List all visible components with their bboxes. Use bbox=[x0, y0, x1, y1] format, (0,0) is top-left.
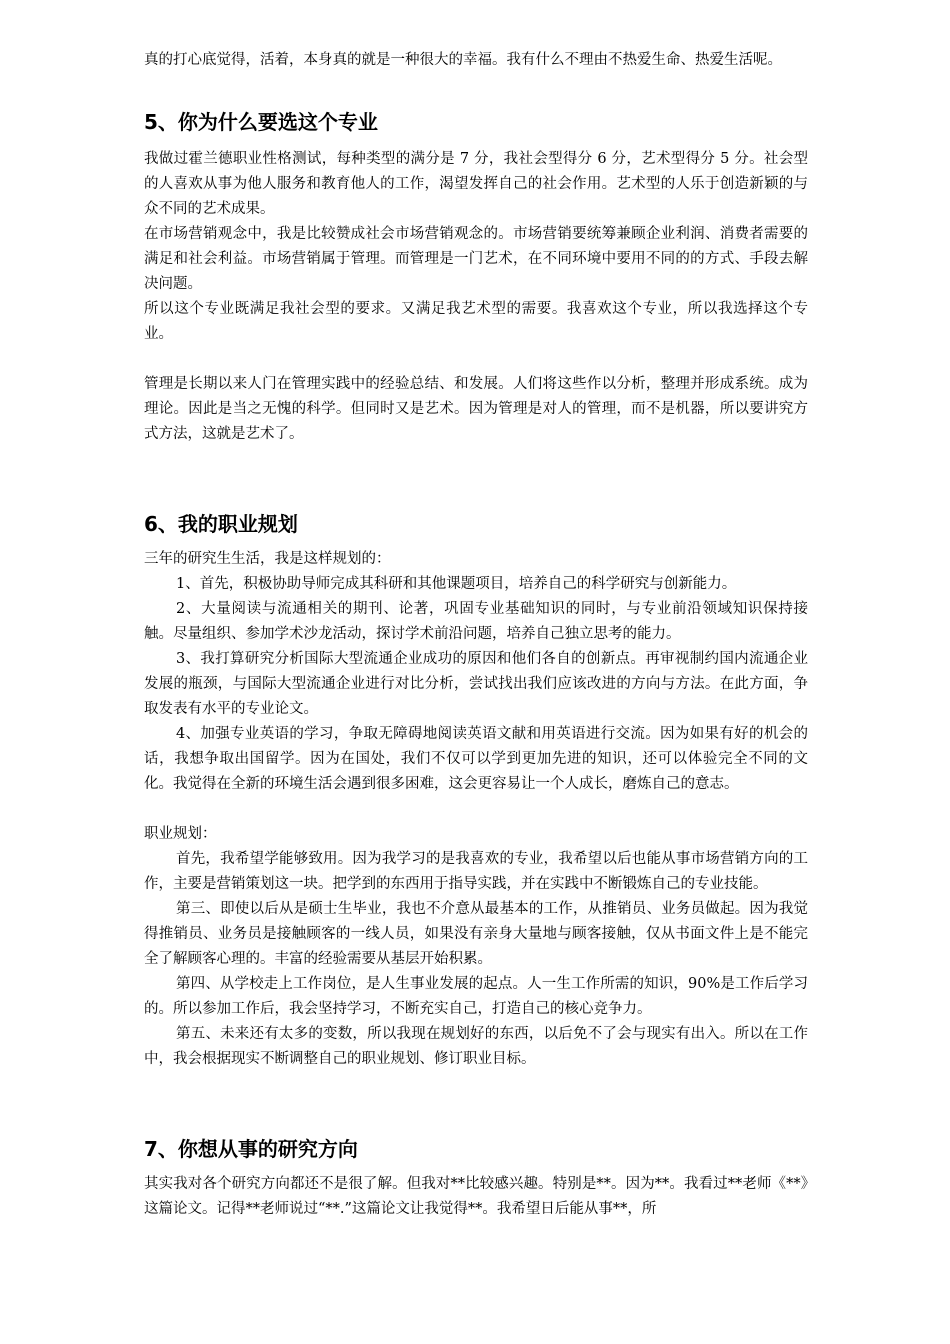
section-6-intro: 三年的研究生生活，我是这样规划的： bbox=[144, 551, 391, 567]
section-7-paragraph-1: 其实我对各个研究方向都还不是很了解。但我对**比较感兴趣。特别是**。因为**。我看过**老师《**》这篇论文。记得**老师说过“**.”这篇论文让我觉得**。我希望日后能从事**，所 bbox=[144, 1176, 808, 1217]
document-page bbox=[144, 48, 808, 1222]
spacer bbox=[144, 797, 808, 822]
plan-item-4: 4、加强专业英语的学习，争取无障碍地阅读英语文献和用英语进行交流。因为如果有好的机会的话，我想争取出国留学。因为在国处，我们不仅可以学到更加先进的知识，还可以体验完全不同的文化。我觉得在全新的环境生活会遇到很多困难，这会更容易让一个人成长，磨炼自己的意志。 bbox=[144, 726, 808, 792]
plan-item-3: 3、我打算研究分析国际大型流通企业成功的原因和他们各自的创新点。再审视制约国内流通企业发展的瓶颈，与国际大型流通企业进行对比分析，尝试找出我们应该改进的方向与方法。在此方面，争取发表有水平的专业论文。 bbox=[144, 651, 808, 717]
career-item-2: 第三、即使以后从是硕士生毕业，我也不介意从最基本的工作，从推销员、业务员做起。因为我觉得推销员、业务员是接触顾客的一线人员，如果没有亲身大量地与顾客接触，仅从书面文件上是不能完全了解顾客心理的。丰富的经验需要从基层开始积累。 bbox=[144, 901, 808, 967]
section-5-paragraph-2: 在市场营销观念中，我是比较赞成社会市场营销观念的。市场营销要统筹兼顾企业利润、消费者需要的满足和社会利益。市场营销属于管理。而管理是一门艺术，在不同环境中要用不同的的方式、手段去解决问题。 bbox=[144, 226, 808, 292]
career-item-3: 第四、从学校走上工作岗位，是人生事业发展的起点。人一生工作所需的知识，90%是工作后学习的。所以参加工作后，我会坚持学习，不断充实自己，打造自己的核心竞争力。 bbox=[144, 976, 808, 1017]
career-item-4: 第五、未来还有太多的变数，所以我现在规划好的东西，以后免不了会与现实有出入。所以在工作中，我会根据现实不断调整自己的职业规划、修订职业目标。 bbox=[144, 1026, 808, 1067]
section-5-paragraph-3: 所以这个专业既满足我社会型的要求。又满足我艺术型的需要。我喜欢这个专业，所以我选择这个专业。 bbox=[144, 301, 808, 342]
career-item-1: 首先，我希望学能够致用。因为我学习的是我喜欢的专业，我希望以后也能从事市场营销方向的工作，主要是营销策划这一块。把学到的东西用于指导实践，并在实践中不断锻炼自己的专业技能。 bbox=[144, 851, 808, 892]
plan-item-2: 2、大量阅读与流通相关的期刊、论著，巩固专业基础知识的同时，与专业前沿领域知识保持接触。尽量组织、参加学术沙龙活动，探讨学术前沿问题，培养自己独立思考的能力。 bbox=[144, 601, 808, 642]
spacer bbox=[144, 347, 808, 372]
section-6-heading: 6、我的职业规划 bbox=[144, 512, 298, 536]
section-5-paragraph-4: 管理是长期以来人门在管理实践中的经验总结、和发展。人们将这些作以分析，整理并形成系统。成为理论。因此是当之无愧的科学。但同时又是艺术。因为管理是对人的管理，而不是机器，所以要讲究方式方法，这就是艺术了。 bbox=[144, 376, 808, 442]
plan-item-1: 1、首先，积极协助导师完成其科研和其他课题项目，培养自己的科学研究与创新能力。 bbox=[176, 576, 737, 592]
section-5-heading: 5、你为什么要选这个专业 bbox=[144, 110, 378, 134]
section-5-paragraph-1: 我做过霍兰德职业性格测试，每种类型的满分是 7 分，我社会型得分 6 分，艺术型得分 5 分。社会型的人喜欢从事为他人服务和教育他人的工作，渴望发挥自己的社会作用。艺术型的人乐于创造新颖的与众不同的艺术成果。 bbox=[144, 151, 808, 217]
intro-paragraph: 真的打心底觉得，活着，本身真的就是一种很大的幸福。我有什么不理由不热爱生命、热爱生活呢。 bbox=[144, 52, 782, 68]
section-7-heading: 7、你想从事的研究方向 bbox=[144, 1137, 358, 1161]
career-plan-label: 职业规划： bbox=[144, 826, 217, 842]
